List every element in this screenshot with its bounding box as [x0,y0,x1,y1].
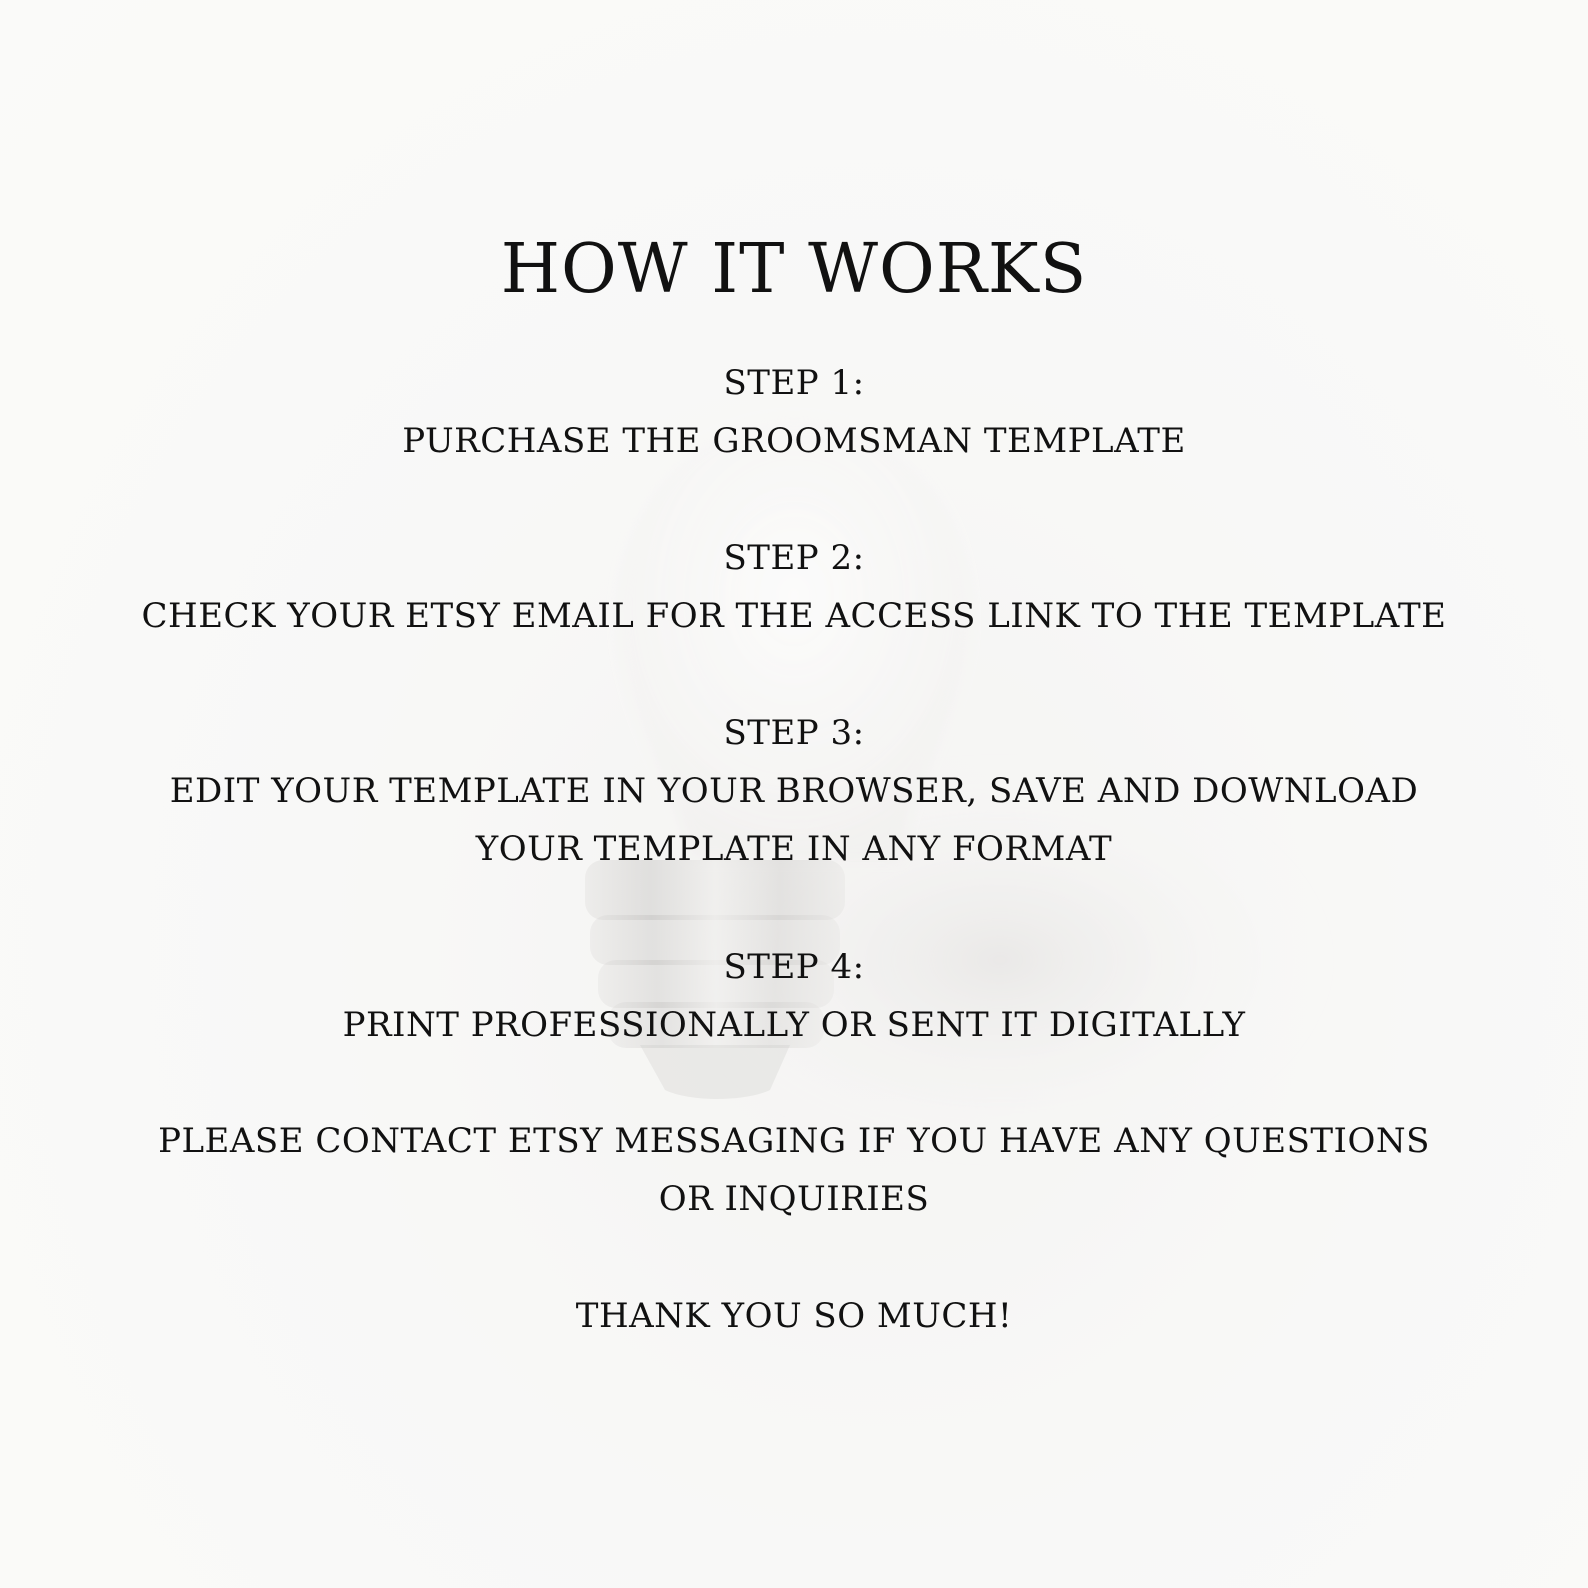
step-1-label: STEP 1: [723,363,865,403]
thank-you-text: THANK YOU SO MUCH! [575,1296,1013,1336]
step-4 [120,938,1468,1054]
contact-note [150,1112,1438,1228]
step-4-text: PRINT PROFESSIONALLY OR SENT IT DIGITALLY [342,1005,1246,1045]
step-4-label: STEP 4: [723,947,865,987]
step-2 [120,529,1468,645]
step-1-text: PURCHASE THE GROOMSMAN TEMPLATE [402,421,1186,461]
step-3-label: STEP 3: [723,713,865,753]
page-title: HOW IT WORKS [500,230,1088,309]
step-2-text: CHECK YOUR ETSY EMAIL FOR THE ACCESS LINK TO THE TEMPLATE [141,596,1447,636]
step-3 [120,704,1468,878]
contact-note-text: PLEASE CONTACT ETSY MESSAGING IF YOU HAVE ANY QUESTIONS OR INQUIRIES [158,1121,1430,1219]
step-1 [120,354,1468,470]
thank-you [120,1287,1468,1345]
step-2-label: STEP 2: [723,538,865,578]
step-3-text: EDIT YOUR TEMPLATE IN YOUR BROWSER, SAVE AND DOWNLOAD YOUR TEMPLATE IN ANY FORMAT [169,771,1419,869]
